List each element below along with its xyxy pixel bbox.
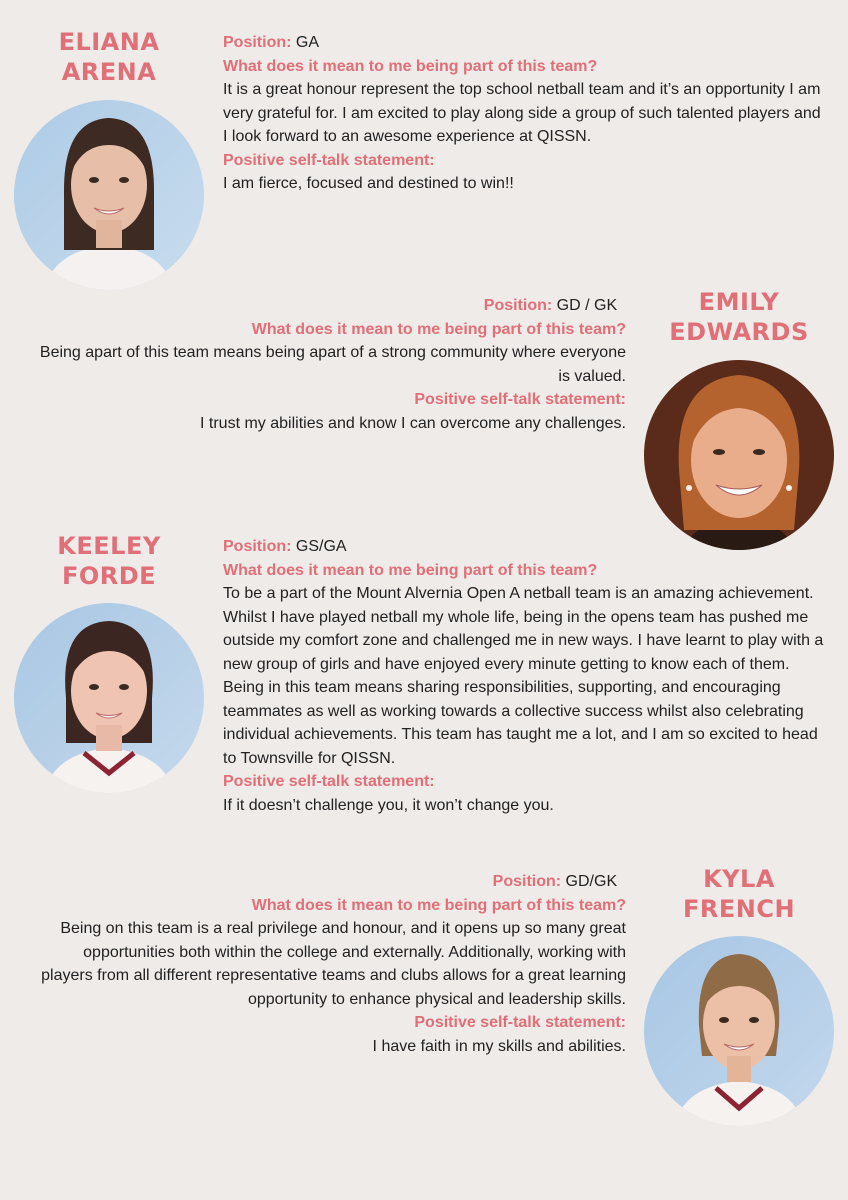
player-name: [674, 864, 804, 924]
answer-text: Being on this team is a real privilege and honour, and it opens up so many great opportunities both within the college and externally. Additionally, working with players from all different representative teams and clubs allows for a great learning opportunity to enhance physical and leadership skills.: [41, 920, 626, 1008]
selftalk-text: I trust my abilities and know I can overcome any challenges.: [200, 414, 626, 432]
player-name: [44, 531, 174, 591]
selftalk-label: Positive self-talk statement:: [414, 391, 626, 408]
selftalk-label: Positive self-talk statement:: [223, 773, 435, 790]
player-info: [223, 31, 828, 196]
position-value: GD/GK: [565, 873, 618, 890]
position-value: GD / GK: [556, 297, 618, 314]
selftalk-label: Positive self-talk statement:: [223, 151, 435, 169]
first-name: ELIANA: [58, 28, 160, 56]
selftalk-text: I have faith in my skills and abilities.: [372, 1037, 626, 1055]
question-label: What does it mean to me being part of this team?: [223, 561, 598, 579]
answer-text: To be a part of the Mount Alvernia Open A netball team is an amazing achievement. Whilst I have played netball my whole life, being in the opens team has pushed me outside my comfort zone and challenged me in new ways. I have learnt to play with a new group of girls and have enjoyed every minute getting to know each of them. Being in this team means sharing responsibilities, supporting, and encouraging teammates as well as working towards a collective success whilst also celebrating individual achievements. This team has taught me a lot, and I am so excited to head to Townsville for QISSN.: [223, 585, 824, 767]
player-photo: [14, 603, 204, 793]
first-name: KYLA: [703, 865, 775, 893]
player-name: [664, 287, 814, 347]
first-name: KEELEY: [57, 532, 161, 560]
position-value: GS/GA: [295, 538, 347, 555]
player-photo: [644, 360, 834, 550]
position-label: Position:: [223, 538, 292, 555]
first-name: EMILY: [698, 288, 780, 316]
player-info: [223, 535, 828, 817]
selftalk-text: If it doesn’t challenge you, it won’t change you.: [223, 796, 554, 814]
question-label: What does it mean to me being part of this team?: [223, 57, 598, 75]
answer-text: Being apart of this team means being apart of a strong community where everyone is valued.: [39, 344, 626, 385]
last-name: EDWARDS: [669, 318, 809, 346]
question-label: What does it mean to me being part of this team?: [251, 896, 626, 914]
answer-text: It is a great honour represent the top school netball team and it’s an opportunity I am very grateful for. I am excited to play along side a group of such talented players and I look forward to an awesome experience at QISSN.: [223, 81, 821, 145]
selftalk-text: I am fierce, focused and destined to win!!: [223, 175, 514, 192]
last-name: ARENA: [61, 58, 157, 86]
position-label: Position:: [492, 873, 562, 890]
position-label: Position:: [223, 34, 292, 51]
player-info: [30, 294, 626, 435]
last-name: FRENCH: [682, 895, 796, 923]
selftalk-label: Positive self-talk statement:: [414, 1014, 626, 1031]
position-label: Position:: [483, 297, 553, 314]
player-photo: [644, 936, 834, 1126]
position-value: GA: [295, 34, 320, 51]
last-name: FORDE: [61, 562, 157, 590]
player-photo: [14, 100, 204, 290]
player-info: [30, 870, 626, 1058]
question-label: What does it mean to me being part of this team?: [251, 320, 626, 338]
player-name: [44, 27, 174, 87]
